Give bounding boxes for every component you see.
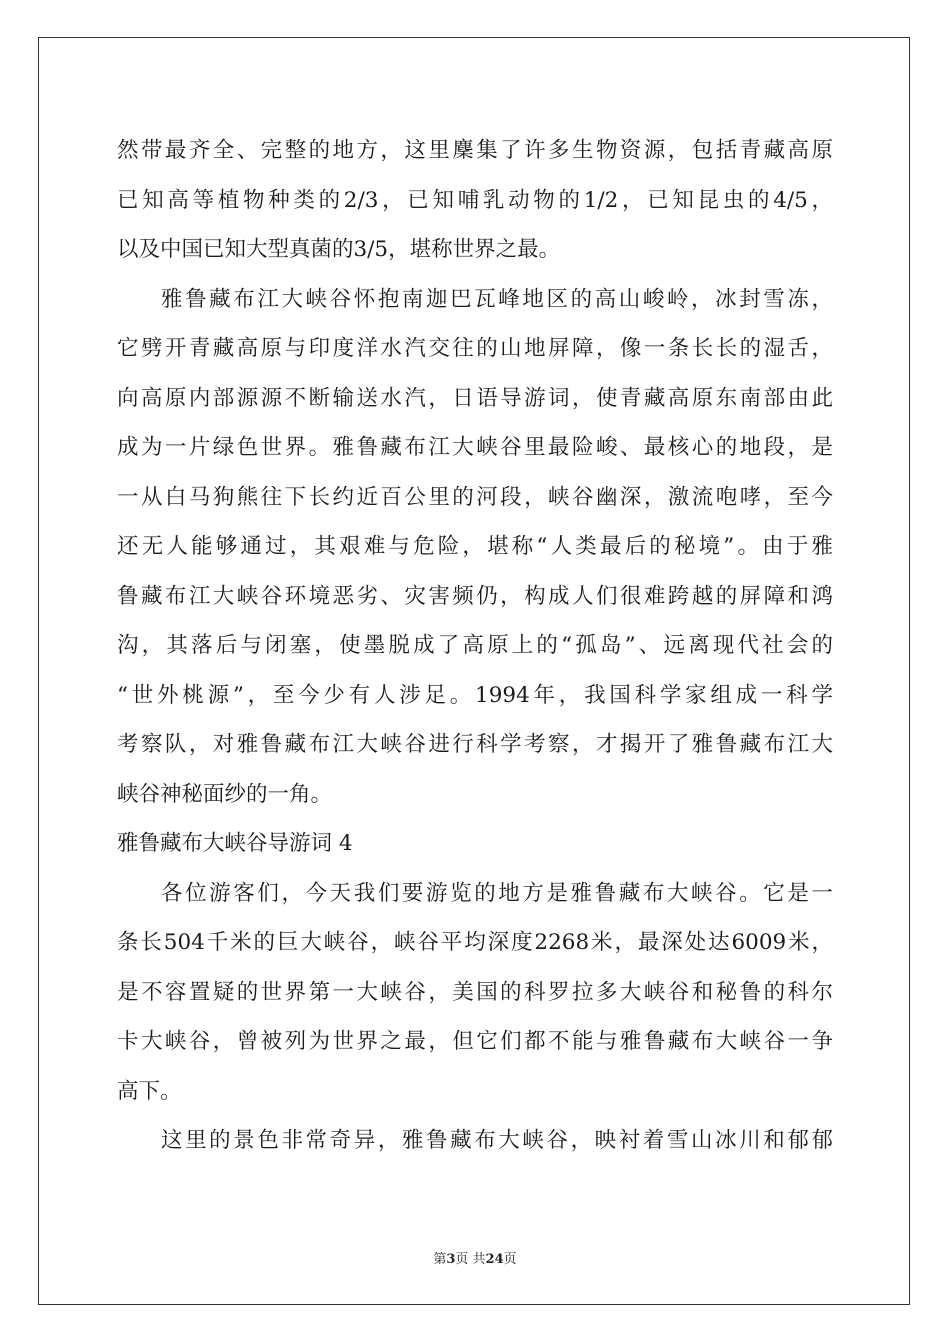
footer-suffix: 页 [503, 1252, 517, 1267]
document-body [117, 126, 833, 1166]
text-line: 雅鲁藏布大峡谷导游词 4 [117, 831, 353, 856]
text-line: 沟，其落后与闭塞，使墨脱成了高原上的“孤岛”、远离现代社会的 [117, 633, 833, 658]
text-line: 卡大峡谷，曾被列为世界之最，但它们都不能与雅鲁藏布大峡谷一争 [117, 1029, 833, 1054]
text-line: 向高原内部源源不断输送水汽，日语导游词，使青藏高原东南部由此 [117, 385, 833, 411]
text-line: 已知高等植物种类的2/3，已知哺乳动物的1/2，已知昆虫的4/5， [117, 187, 833, 213]
text-line: 这里的景色非常奇异，雅鲁藏布大峡谷，映衬着雪山冰川和郁郁 [161, 1128, 833, 1153]
text-line: 考察队，对雅鲁藏布江大峡谷进行科学考察，才揭开了雅鲁藏布江大 [117, 732, 833, 757]
text-line: 各位游客们，今天我们要游览的地方是雅鲁藏布大峡谷。它是一 [161, 880, 833, 906]
footer-page-number: 3 [446, 1252, 456, 1267]
text-line: 鲁藏布江大峡谷环境恶劣、灾害频仍，构成人们很难跨越的屏障和鸿 [117, 583, 833, 609]
text-line: 成为一片绿色世界。雅鲁藏布江大峡谷里最险峻、最核心的地段，是 [117, 435, 833, 460]
text-line: 雅鲁藏布江大峡谷怀抱南迦巴瓦峰地区的高山峻岭，冰封雪冻， [161, 286, 833, 312]
text-line: 然带最齐全、完整的地方，这里麇集了许多生物资源，包括青藏高原 [117, 138, 833, 163]
page-footer [0, 1248, 950, 1267]
text-line: 一从白马狗熊往下长约近百公里的河段，峡谷幽深，激流咆哮，至今 [117, 484, 833, 510]
text-line: 以及中国已知大型真菌的3/5，堪称世界之最。 [117, 237, 561, 262]
text-line: 它劈开青藏高原与印度洋水汽交往的山地屏障，像一条长长的湿舌， [117, 336, 833, 361]
footer-mid: 页 共 [455, 1252, 486, 1267]
footer-total-pages: 24 [485, 1252, 504, 1267]
footer-prefix: 第 [433, 1252, 447, 1267]
text-line: 峡谷神秘面纱的一角。 [117, 781, 333, 807]
text-line: 是不容置疑的世界第一大峡谷，美国的科罗拉多大峡谷和秘鲁的科尔 [117, 979, 833, 1005]
text-line: 还无人能够通过，其艰难与危险，堪称“人类最后的秘境”。由于雅 [117, 534, 833, 559]
text-line: 高下。 [117, 1078, 182, 1104]
text-line: 条长504千米的巨大峡谷，峡谷平均深度2268米，最深处达6009米， [117, 930, 833, 955]
text-line: “世外桃源”，至今少有人涉足。1994年，我国科学家组成一科学 [117, 682, 833, 708]
